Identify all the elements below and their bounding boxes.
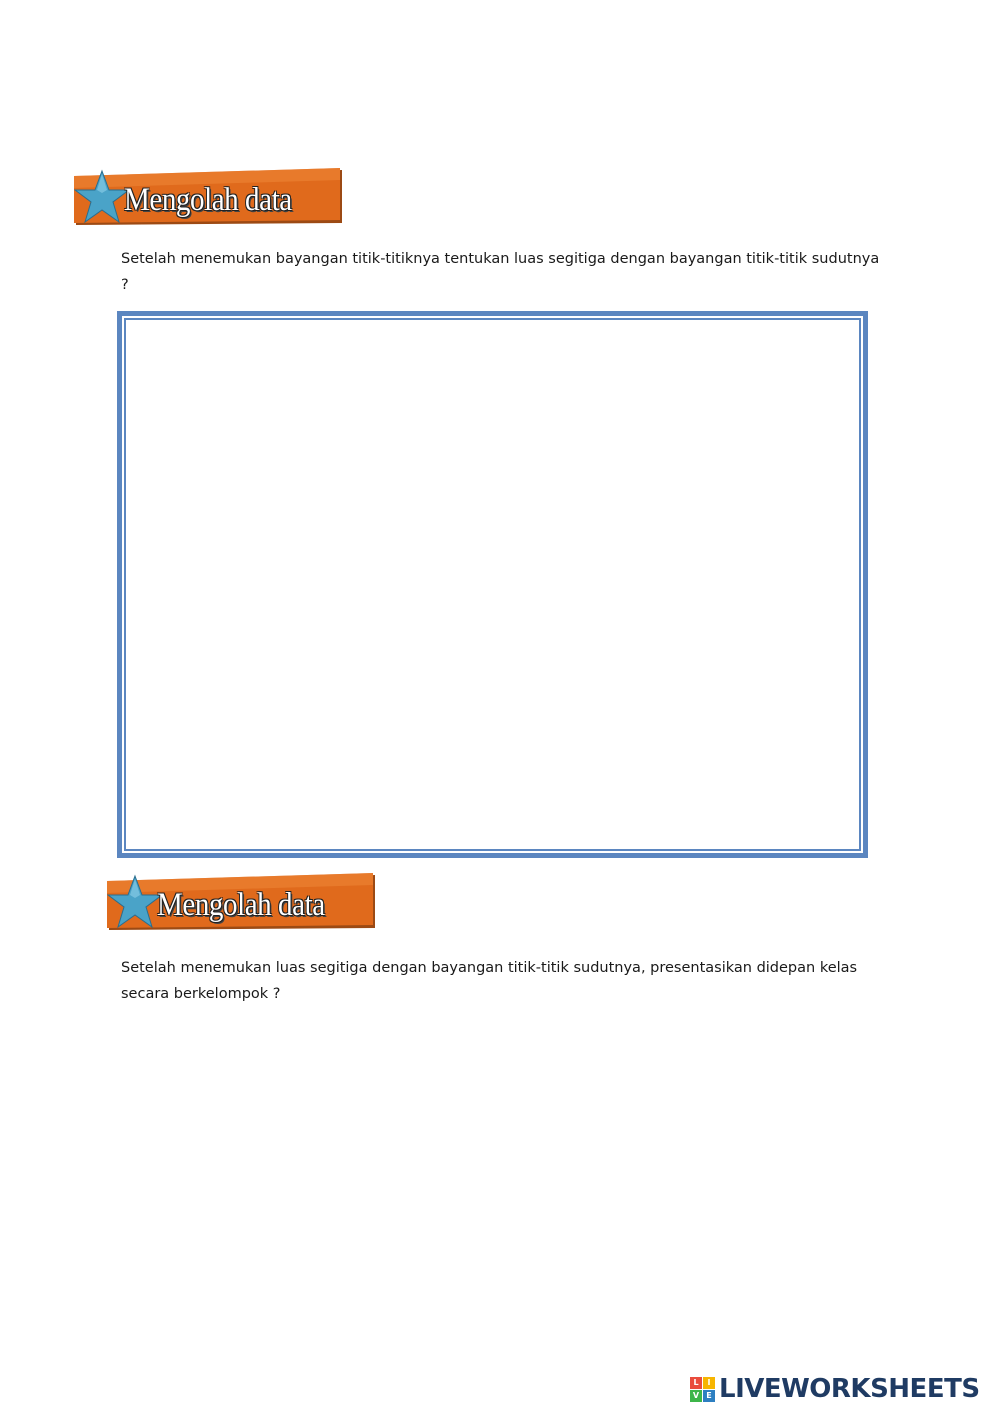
answer-box[interactable] [117, 311, 868, 858]
liveworksheets-logo-icon [690, 1377, 715, 1402]
logo-letter-i: I [703, 1377, 715, 1389]
banner-title: Mengolah data [157, 887, 325, 923]
logo-letter-e: E [703, 1390, 715, 1402]
answer-box-inner-border [124, 318, 861, 851]
question-text-1: Setelah menemukan bayangan titik-titiknya tentukan luas segitiga dengan bayangan titik-titik sudutnya ? [121, 251, 880, 293]
liveworksheets-brand [690, 1375, 980, 1403]
logo-letter-v: V [690, 1390, 702, 1402]
brand-name: LIVEWORKSHEETS [719, 1374, 980, 1404]
question-text-2: Setelah menemukan luas segitiga dengan bayangan titik-titik sudutnya, presentasikan didepan kelas secara berkelompok ? [121, 960, 858, 1002]
banner-title: Mengolah data [124, 182, 292, 218]
logo-letter-l: L [690, 1377, 702, 1389]
section-banner-2 [107, 873, 377, 931]
section-banner-1 [74, 168, 344, 226]
